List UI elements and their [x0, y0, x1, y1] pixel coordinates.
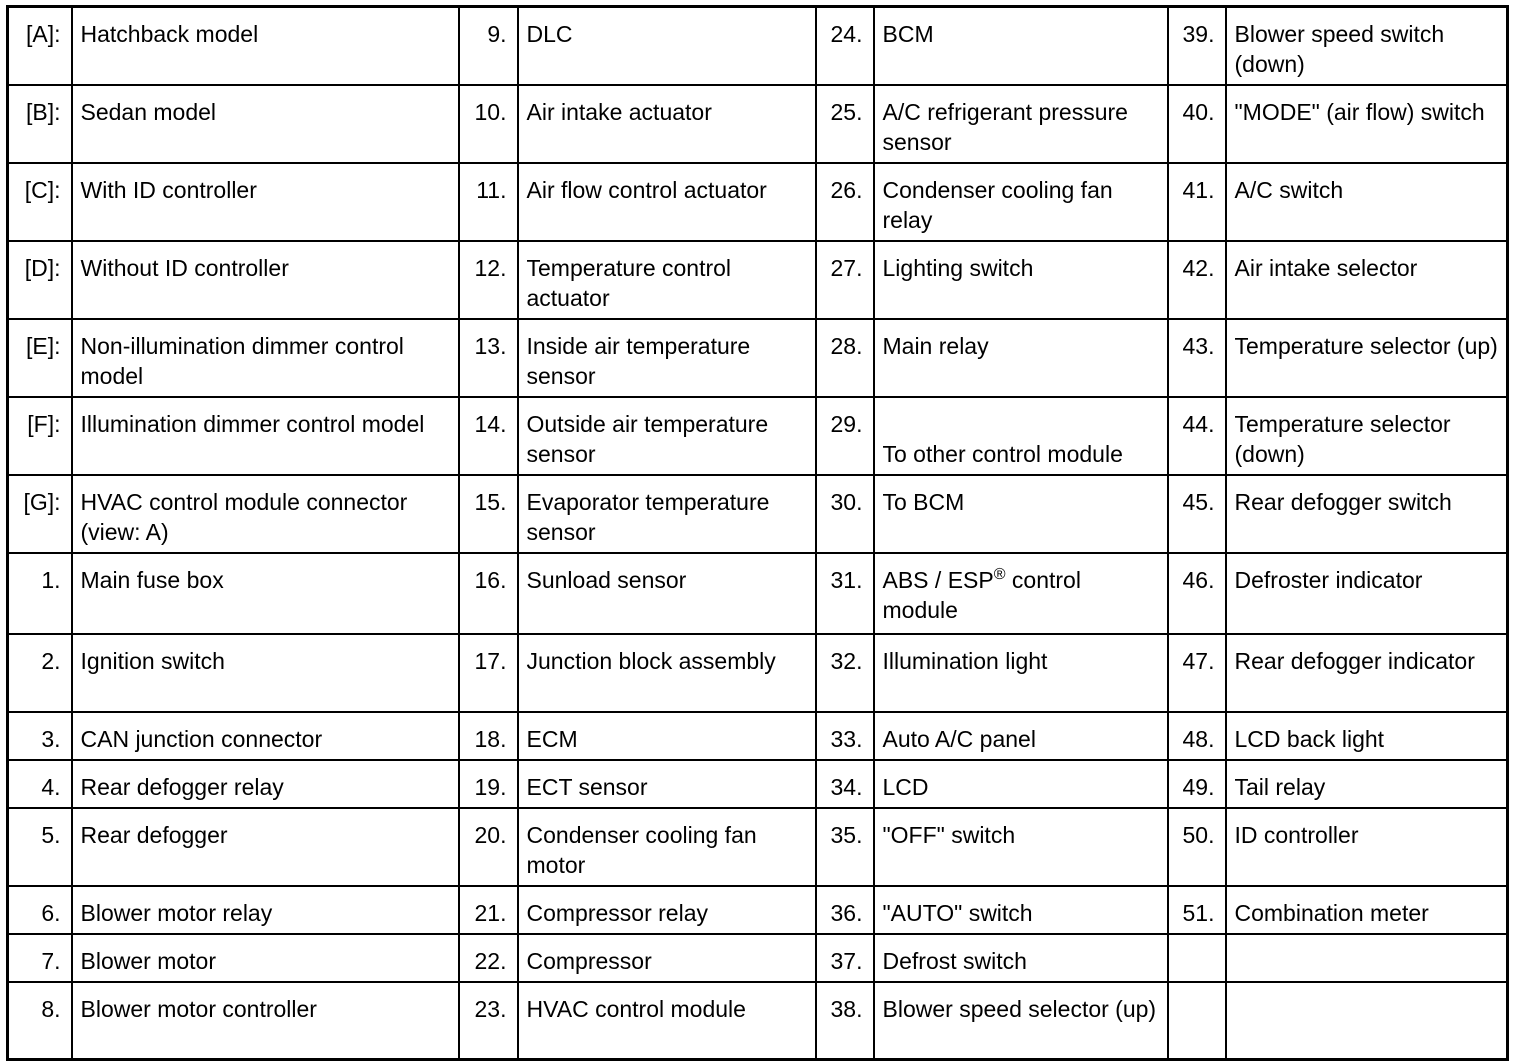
item-description: Auto A/C panel: [874, 712, 1168, 760]
item-number: 22.: [459, 934, 518, 982]
item-number: 49.: [1168, 760, 1226, 808]
item-number: 32.: [816, 634, 874, 712]
item-description-text: ABS / ESP: [882, 566, 994, 593]
item-number: 2.: [8, 634, 72, 712]
item-number: [E]:: [8, 319, 72, 397]
table-row: [8, 85, 1508, 163]
item-number: [A]:: [8, 7, 72, 85]
item-description: A/C switch: [1226, 163, 1508, 241]
table-row: [8, 886, 1508, 934]
item-number: 11.: [459, 163, 518, 241]
item-description: ID controller: [1226, 808, 1508, 886]
item-number: [D]:: [8, 241, 72, 319]
table-row: [8, 397, 1508, 475]
item-number: 14.: [459, 397, 518, 475]
component-legend-table: [6, 5, 1509, 1061]
item-number: 1.: [8, 553, 72, 634]
item-description: ECT sensor: [518, 760, 816, 808]
item-number: 47.: [1168, 634, 1226, 712]
item-description: Condenser cooling fan relay: [874, 163, 1168, 241]
item-number: 10.: [459, 85, 518, 163]
item-description: Compressor relay: [518, 886, 816, 934]
table-row: [8, 982, 1508, 1060]
item-number: 27.: [816, 241, 874, 319]
table-row: [8, 553, 1508, 634]
item-description: Condenser cooling fan motor: [518, 808, 816, 886]
item-description: Compressor: [518, 934, 816, 982]
item-number: 39.: [1168, 7, 1226, 85]
item-description: Main relay: [874, 319, 1168, 397]
item-number: 4.: [8, 760, 72, 808]
item-description: A/C refrigerant pressure sensor: [874, 85, 1168, 163]
table-row: [8, 475, 1508, 553]
item-number: [1168, 982, 1226, 1060]
item-description: ECM: [518, 712, 816, 760]
table-row: [8, 712, 1508, 760]
item-description: Defroster indicator: [1226, 553, 1508, 634]
item-number: 15.: [459, 475, 518, 553]
item-number: 18.: [459, 712, 518, 760]
item-number: 12.: [459, 241, 518, 319]
item-description: [1226, 934, 1508, 982]
item-description: Rear defogger switch: [1226, 475, 1508, 553]
item-description: Sedan model: [72, 85, 459, 163]
item-description: Blower speed selector (up): [874, 982, 1168, 1060]
item-number: 17.: [459, 634, 518, 712]
item-description: Ignition switch: [72, 634, 459, 712]
item-description: To BCM: [874, 475, 1168, 553]
item-description: Blower motor relay: [72, 886, 459, 934]
item-number: 8.: [8, 982, 72, 1060]
item-description: Air intake actuator: [518, 85, 816, 163]
item-number: 29.: [816, 397, 874, 475]
item-number: 31.: [816, 553, 874, 634]
item-number: 19.: [459, 760, 518, 808]
item-description: Air flow control actuator: [518, 163, 816, 241]
item-number: 21.: [459, 886, 518, 934]
item-description: [874, 397, 1168, 475]
item-description: With ID controller: [72, 163, 459, 241]
item-number: 46.: [1168, 553, 1226, 634]
item-number: 51.: [1168, 886, 1226, 934]
item-number: 16.: [459, 553, 518, 634]
item-number: 50.: [1168, 808, 1226, 886]
item-description: "MODE" (air flow) switch: [1226, 85, 1508, 163]
item-description: Rear defogger: [72, 808, 459, 886]
item-description: Sunload sensor: [518, 553, 816, 634]
item-number: 34.: [816, 760, 874, 808]
item-description: HVAC control module connector (view: A): [72, 475, 459, 553]
table-row: [8, 808, 1508, 886]
item-number: [1168, 934, 1226, 982]
item-number: 40.: [1168, 85, 1226, 163]
table-row: [8, 634, 1508, 712]
item-number: 23.: [459, 982, 518, 1060]
item-number: [F]:: [8, 397, 72, 475]
item-description: Lighting switch: [874, 241, 1168, 319]
item-number: 7.: [8, 934, 72, 982]
item-number: 43.: [1168, 319, 1226, 397]
item-description: Non-illumination dimmer control model: [72, 319, 459, 397]
item-description: Illumination light: [874, 634, 1168, 712]
item-number: 6.: [8, 886, 72, 934]
item-description: DLC: [518, 7, 816, 85]
table-row: [8, 241, 1508, 319]
item-number: 20.: [459, 808, 518, 886]
registered-mark: ®: [993, 565, 1006, 583]
item-description: Temperature selector (up): [1226, 319, 1508, 397]
item-description: Air intake selector: [1226, 241, 1508, 319]
item-description: BCM: [874, 7, 1168, 85]
item-description: Blower motor controller: [72, 982, 459, 1060]
item-number: 5.: [8, 808, 72, 886]
item-number: 3.: [8, 712, 72, 760]
item-description: [1226, 982, 1508, 1060]
item-description: Tail relay: [1226, 760, 1508, 808]
item-number: 45.: [1168, 475, 1226, 553]
item-description: Main fuse box: [72, 553, 459, 634]
item-number: 41.: [1168, 163, 1226, 241]
item-number: [G]:: [8, 475, 72, 553]
item-number: 25.: [816, 85, 874, 163]
item-description: Defrost switch: [874, 934, 1168, 982]
item-description: [874, 553, 1168, 634]
item-description: Blower speed switch (down): [1226, 7, 1508, 85]
item-number: 35.: [816, 808, 874, 886]
item-description: Illumination dimmer control model: [72, 397, 459, 475]
blank-line: [883, 409, 1159, 439]
item-description: Without ID controller: [72, 241, 459, 319]
table-row: [8, 163, 1508, 241]
item-description-text-cont: control module: [882, 566, 1081, 623]
table-row: [8, 319, 1508, 397]
item-description: Evaporator temperature sensor: [518, 475, 816, 553]
item-description: Blower motor: [72, 934, 459, 982]
item-number: 9.: [459, 7, 518, 85]
table-row: [8, 7, 1508, 85]
item-description: Junction block assembly: [518, 634, 816, 712]
item-description: CAN junction connector: [72, 712, 459, 760]
item-description-text: To other control module: [882, 440, 1123, 467]
item-number: 28.: [816, 319, 874, 397]
item-number: 44.: [1168, 397, 1226, 475]
item-number: 24.: [816, 7, 874, 85]
item-number: 13.: [459, 319, 518, 397]
item-description: LCD back light: [1226, 712, 1508, 760]
item-description: "AUTO" switch: [874, 886, 1168, 934]
item-description: HVAC control module: [518, 982, 816, 1060]
table-row: [8, 760, 1508, 808]
item-number: 36.: [816, 886, 874, 934]
item-description: LCD: [874, 760, 1168, 808]
item-description: Rear defogger indicator: [1226, 634, 1508, 712]
item-description: Temperature selector (down): [1226, 397, 1508, 475]
legend-body: [8, 7, 1508, 1060]
item-number: 26.: [816, 163, 874, 241]
item-description: Outside air temperature sensor: [518, 397, 816, 475]
item-number: 42.: [1168, 241, 1226, 319]
item-description: Rear defogger relay: [72, 760, 459, 808]
item-description: "OFF" switch: [874, 808, 1168, 886]
item-number: 33.: [816, 712, 874, 760]
table-row: [8, 934, 1508, 982]
item-description: Hatchback model: [72, 7, 459, 85]
item-number: 37.: [816, 934, 874, 982]
item-number: [C]:: [8, 163, 72, 241]
item-description: Inside air temperature sensor: [518, 319, 816, 397]
item-description: Temperature control actuator: [518, 241, 816, 319]
item-number: [B]:: [8, 85, 72, 163]
item-number: 48.: [1168, 712, 1226, 760]
item-number: 30.: [816, 475, 874, 553]
item-number: 38.: [816, 982, 874, 1060]
item-description: Combination meter: [1226, 886, 1508, 934]
